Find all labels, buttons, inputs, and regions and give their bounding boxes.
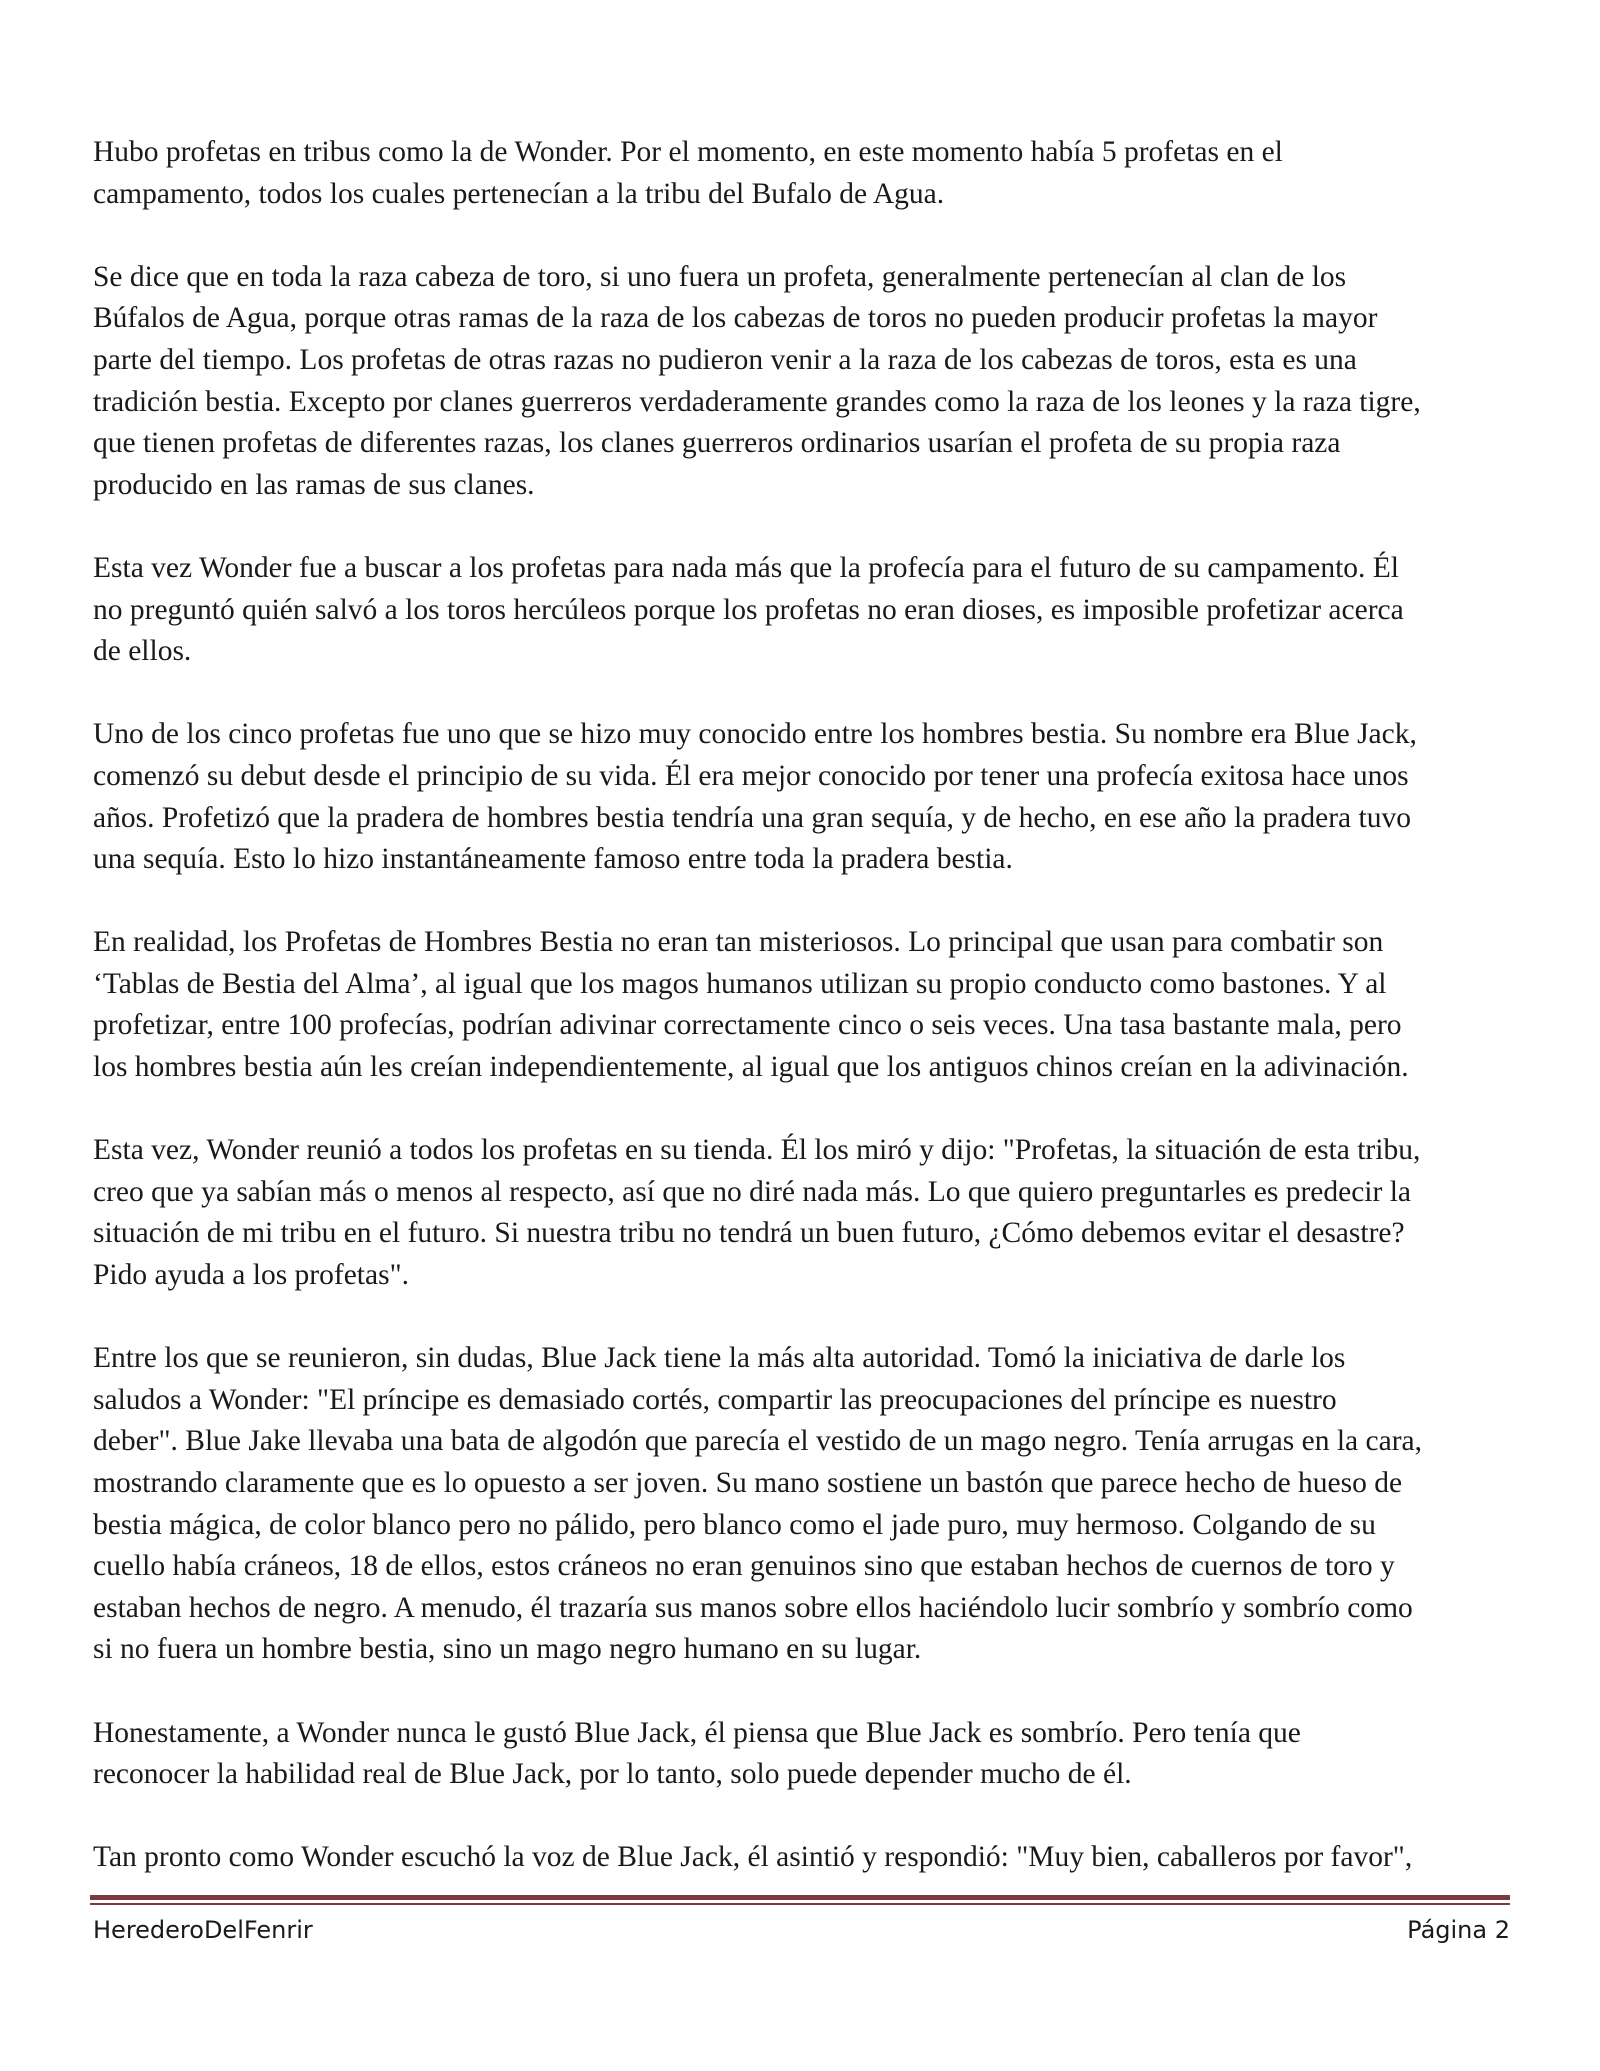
footer-divider-thin bbox=[90, 1903, 1510, 1905]
footer-page-number: Página 2 bbox=[1407, 1916, 1510, 1944]
paragraph-6: Esta vez, Wonder reunió a todos los profetas en su tienda. Él los miró y dijo: "Profetas, la situación de esta tribu, creo que ya sabían más o menos al respecto, así que no diré nada más. Lo que quiero preguntarles es predecir la situación de mi tribu en el futuro. Si nuestra tribu no tendrá un buen futuro, ¿Cómo debemos evitar el desastre? Pido ayuda a los profetas". bbox=[93, 1134, 1421, 1292]
document-body bbox=[93, 132, 1513, 1879]
paragraph-3: Esta vez Wonder fue a buscar a los profetas para nada más que la profecía para el futuro de su campamento. Él no preguntó quién salvó a los toros hercúleos porque los profetas no eran dioses, es imposible profetizar acerca de ellos. bbox=[93, 551, 1404, 668]
paragraph-5: En realidad, los Profetas de Hombres Bestia no eran tan misteriosos. Lo principal que usan para combatir son ‘Tablas de Bestia del Alma’, al igual que los magos humanos utilizan su propio conducto como bastones. Y al profetizar, entre 100 profecías, podrían adivinar correctamente cinco o seis veces. Una tasa bastante mala, pero los hombres bestia aún les creían independientemente, al igual que los antiguos chinos creían en la adivinación. bbox=[93, 926, 1409, 1084]
page-footer bbox=[93, 1914, 1510, 1946]
paragraph-4: Uno de los cinco profetas fue uno que se hizo muy conocido entre los hombres bestia. Su nombre era Blue Jack, comenzó su debut desde el principio de su vida. Él era mejor conocido por tener una profecía exitosa hace unos años. Profetizó que la pradera de hombres bestia tendría una gran sequía, y de hecho, en ese año la pradera tuvo una sequía. Esto lo hizo instantáneamente famoso entre toda la pradera bestia. bbox=[93, 718, 1417, 876]
paragraph-2: Se dice que en toda la raza cabeza de toro, si uno fuera un profeta, generalmente pertenecían al clan de los Búfalos de Agua, porque otras ramas de la raza de los cabezas de toros no pueden producir profetas la mayor parte del tiempo. Los profetas de otras razas no pudieron venir a la raza de los cabezas de toros, esta es una tradición bestia. Excepto por clanes guerreros verdaderamente grandes como la raza de los leones y la raza tigre, que tienen profetas de diferentes razas, los clanes guerreros ordinarios usarían el profeta de su propia raza producido en las ramas de sus clanes. bbox=[93, 260, 1421, 501]
paragraph-7: Entre los que se reunieron, sin dudas, Blue Jack tiene la más alta autoridad. Tomó la iniciativa de darle los saludos a Wonder: "El príncipe es demasiado cortés, compartir las preocupaciones del príncipe es nuestro deber". Blue Jake llevaba una bata de algodón que parecía el vestido de un mago negro. Tenía arrugas en la cara, mostrando claramente que es lo opuesto a ser joven. Su mano sostiene un bastón que parece hecho de hueso de bestia mágica, de color blanco pero no pálido, pero blanco como el jade puro, muy hermoso. Colgando de su cuello había cráneos, 18 de ellos, estos cráneos no eran genuinos sino que estaban hechos de cuernos de toro y estaban hechos de negro. A menudo, él trazaría sus manos sobre ellos haciéndolo lucir sombrío y sombrío como si no fuera un hombre bestia, sino un mago negro humano en su lugar. bbox=[93, 1342, 1422, 1666]
footer-divider-thick bbox=[90, 1895, 1510, 1900]
paragraph-1: Hubo profetas en tribus como la de Wonder. Por el momento, en este momento había 5 profetas en el campamento, todos los cuales pertenecían a la tribu del Bufalo de Agua. bbox=[93, 136, 1283, 210]
paragraph-8: Honestamente, a Wonder nunca le gustó Blue Jack, él piensa que Blue Jack es sombrío. Pero tenía que reconocer la habilidad real de Blue Jack, por lo tanto, solo puede depender mucho de él. bbox=[93, 1716, 1301, 1791]
paragraph-9: Tan pronto como Wonder escuchó la voz de Blue Jack, él asintió y respondió: "Muy bien, caballeros por favor", bbox=[93, 1841, 1413, 1874]
footer-author: HerederoDelFenrir bbox=[93, 1916, 313, 1944]
